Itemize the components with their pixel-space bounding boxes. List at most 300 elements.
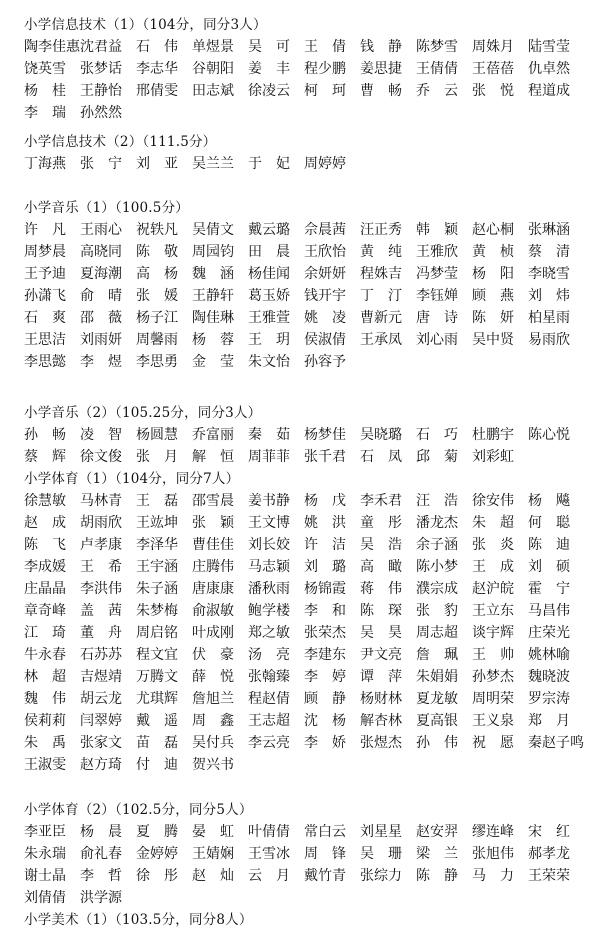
name-cell: 杨锦霞 xyxy=(304,581,346,597)
name-cell: 张 月 xyxy=(136,449,178,465)
name-cell: 吴 昊 xyxy=(360,625,402,641)
name-cell: 夏龙敏 xyxy=(416,691,458,707)
name-cell: 王义泉 xyxy=(472,713,514,729)
name-row xyxy=(24,754,584,776)
name-cell: 冯梦莹 xyxy=(416,266,458,282)
name-row xyxy=(24,710,584,732)
name-cell: 陈 妍 xyxy=(472,310,514,326)
name-cell: 宋 红 xyxy=(528,824,570,840)
name-cell: 曹 畅 xyxy=(360,83,402,99)
name-cell: 丁 汀 xyxy=(360,288,402,304)
name-cell: 吴中贤 xyxy=(472,332,514,348)
name-cell: 张综力 xyxy=(360,868,402,884)
name-cell: 刘雨妍 xyxy=(80,332,122,348)
name-cell: 徐文俊 xyxy=(80,449,122,465)
name-row xyxy=(24,821,584,843)
name-cell: 李思勇 xyxy=(136,354,178,370)
name-cell: 常白云 xyxy=(304,824,346,840)
name-cell: 张 宁 xyxy=(80,156,122,172)
name-cell: 胡云龙 xyxy=(80,691,122,707)
section xyxy=(24,909,584,931)
name-cell: 赵安羿 xyxy=(416,824,458,840)
name-row xyxy=(24,153,584,175)
name-cell: 王 成 xyxy=(472,559,514,575)
name-cell: 吴兰兰 xyxy=(192,156,234,172)
name-cell: 易雨欣 xyxy=(528,332,570,348)
name-cell: 陈梦雪 xyxy=(416,39,458,55)
name-cell: 许 洁 xyxy=(304,537,346,553)
name-cell: 王静轩 xyxy=(192,288,234,304)
name-cell: 赵方琦 xyxy=(80,757,122,773)
section xyxy=(24,131,584,175)
name-cell: 闫翠婷 xyxy=(80,713,122,729)
name-cell: 王文博 xyxy=(248,515,290,531)
name-cell: 李晓雪 xyxy=(528,266,570,282)
name-cell: 谭 萍 xyxy=(360,669,402,685)
name-cell: 周明荣 xyxy=(472,691,514,707)
name-cell: 姜思捷 xyxy=(360,61,402,77)
name-row xyxy=(24,58,584,80)
name-cell: 夏高银 xyxy=(416,713,458,729)
name-cell: 朱永瑞 xyxy=(24,846,66,862)
name-cell: 田 晨 xyxy=(248,244,290,260)
name-cell: 王雨心 xyxy=(80,222,122,238)
name-cell: 祝 愿 xyxy=(472,735,514,751)
name-cell: 李泽华 xyxy=(136,537,178,553)
name-cell: 朱 超 xyxy=(472,515,514,531)
name-cell: 乔富丽 xyxy=(192,427,234,443)
name-cell: 陆雪莹 xyxy=(528,39,570,55)
name-cell: 马昌伟 xyxy=(528,603,570,619)
name-cell: 詹旭兰 xyxy=(192,691,234,707)
name-cell: 李 瑞 xyxy=(24,105,66,121)
name-row xyxy=(24,241,584,263)
name-cell: 邱 菊 xyxy=(416,449,458,465)
name-cell: 汪正秀 xyxy=(360,222,402,238)
name-cell: 马志颖 xyxy=(248,559,290,575)
name-cell: 梁 兰 xyxy=(416,846,458,862)
name-cell: 潘龙杰 xyxy=(416,515,458,531)
name-cell: 苗 磊 xyxy=(136,735,178,751)
name-cell: 曹新元 xyxy=(360,310,402,326)
name-cell: 钱 静 xyxy=(360,39,402,55)
name-cell: 吴 浩 xyxy=(360,537,402,553)
name-cell: 王欣怡 xyxy=(304,244,346,260)
name-cell: 杨财林 xyxy=(360,691,402,707)
section-heading: 小学信息技术（1）（104分，同分3人） xyxy=(24,17,267,33)
name-cell: 陈 迪 xyxy=(528,537,570,553)
name-row xyxy=(24,865,584,887)
name-row xyxy=(24,102,584,124)
name-cell: 李云亮 xyxy=(248,735,290,751)
name-cell: 周志超 xyxy=(416,625,458,641)
name-cell: 余妍妍 xyxy=(304,266,346,282)
name-cell: 祝轶凡 xyxy=(136,222,178,238)
name-cell: 陈 静 xyxy=(416,868,458,884)
name-cell: 罗宗涛 xyxy=(528,691,570,707)
section-heading: 小学信息技术（2）（111.5分） xyxy=(24,134,217,150)
name-cell: 单煜景 xyxy=(192,39,234,55)
name-cell: 云 月 xyxy=(248,868,290,884)
name-cell: 李 哲 xyxy=(80,868,122,884)
name-cell: 李禾君 xyxy=(360,493,402,509)
name-cell: 吴晓璐 xyxy=(360,427,402,443)
name-cell: 柯 珂 xyxy=(304,83,346,99)
name-cell: 谷朝阳 xyxy=(192,61,234,77)
name-cell: 王宇涵 xyxy=(136,559,178,575)
name-cell: 金 莹 xyxy=(192,354,234,370)
name-cell: 尤琪辉 xyxy=(136,691,178,707)
name-row xyxy=(24,732,584,754)
name-cell: 吉煜靖 xyxy=(80,669,122,685)
section xyxy=(24,14,584,124)
name-cell: 朱子涵 xyxy=(136,581,178,597)
name-cell: 张 颖 xyxy=(192,515,234,531)
name-cell: 蒋 伟 xyxy=(360,581,402,597)
name-cell: 吴付兵 xyxy=(192,735,234,751)
name-cell: 谈宇辉 xyxy=(472,625,514,641)
name-row xyxy=(24,534,584,556)
name-cell: 张梦话 xyxy=(80,61,122,77)
name-cell: 姚 凌 xyxy=(304,310,346,326)
name-cell: 晏 虹 xyxy=(192,824,234,840)
name-cell: 杨梦佳 xyxy=(304,427,346,443)
name-cell: 许 凡 xyxy=(24,222,66,238)
name-cell: 李 煜 xyxy=(80,354,122,370)
section xyxy=(24,799,584,909)
name-cell: 刘 炜 xyxy=(528,288,570,304)
name-cell: 钱开宇 xyxy=(304,288,346,304)
name-cell: 陶佳琳 xyxy=(192,310,234,326)
name-cell: 张 悦 xyxy=(472,83,514,99)
name-cell: 赵 灿 xyxy=(192,868,234,884)
name-cell: 王倩倩 xyxy=(416,61,458,77)
name-cell: 石苏苏 xyxy=(80,647,122,663)
name-cell: 缪连峰 xyxy=(472,824,514,840)
name-cell: 侯淑倩 xyxy=(304,332,346,348)
name-cell: 王雅萱 xyxy=(248,310,290,326)
name-cell: 赵 成 xyxy=(24,515,66,531)
name-cell: 郝孝龙 xyxy=(528,846,570,862)
name-cell: 黄 桢 xyxy=(472,244,514,260)
name-cell: 庄荣光 xyxy=(528,625,570,641)
name-cell: 伏 豪 xyxy=(192,647,234,663)
name-cell: 邵 薇 xyxy=(80,310,122,326)
name-cell: 卢孝康 xyxy=(80,537,122,553)
name-cell: 邵雪晨 xyxy=(192,493,234,509)
name-cell: 俞礼春 xyxy=(80,846,122,862)
name-cell: 张荣杰 xyxy=(304,625,346,641)
name-cell: 孙然然 xyxy=(80,105,122,121)
name-cell: 叶倩倩 xyxy=(248,824,290,840)
name-cell: 叶成刚 xyxy=(192,625,234,641)
name-row xyxy=(24,219,584,241)
name-cell: 凌 智 xyxy=(80,427,122,443)
name-row xyxy=(24,688,584,710)
name-cell: 刘 璐 xyxy=(304,559,346,575)
name-cell: 汤 亮 xyxy=(248,647,290,663)
name-cell: 洪学源 xyxy=(80,890,122,906)
name-cell: 李 和 xyxy=(304,603,346,619)
name-cell: 夏 腾 xyxy=(136,824,178,840)
name-cell: 石 巧 xyxy=(416,427,458,443)
name-cell: 田志斌 xyxy=(192,83,234,99)
name-cell: 秦赵子鸣 xyxy=(528,735,584,751)
name-cell: 赵心桐 xyxy=(472,222,514,238)
name-cell: 吴 可 xyxy=(248,39,290,55)
name-cell: 葛玉娇 xyxy=(248,288,290,304)
name-cell: 解 恒 xyxy=(192,449,234,465)
name-cell: 郑 月 xyxy=(528,713,570,729)
name-cell: 杨 戊 xyxy=(304,493,346,509)
name-cell: 顾 静 xyxy=(304,691,346,707)
name-cell: 张 媛 xyxy=(136,288,178,304)
section-heading: 小学体育（1）（104分，同分7人） xyxy=(24,471,240,487)
section-heading: 小学体育（2）（102.5分，同分5人） xyxy=(24,802,253,818)
name-cell: 陈 琛 xyxy=(360,603,402,619)
name-cell: 詹 珮 xyxy=(416,647,458,663)
name-cell: 王志超 xyxy=(248,713,290,729)
name-cell: 杨 晨 xyxy=(80,824,122,840)
name-cell: 李 婷 xyxy=(304,669,346,685)
name-cell: 陈小梦 xyxy=(416,559,458,575)
name-cell: 何 聪 xyxy=(528,515,570,531)
name-cell: 杜鹏宇 xyxy=(472,427,514,443)
name-cell: 孙潇飞 xyxy=(24,288,66,304)
name-cell: 仇卓然 xyxy=(528,61,570,77)
name-cell: 李钰婵 xyxy=(416,288,458,304)
name-cell: 程赵倩 xyxy=(248,691,290,707)
name-cell: 姜 丰 xyxy=(248,61,290,77)
name-cell: 杨圆慧 xyxy=(136,427,178,443)
section-heading: 小学音乐（1）（100.5分） xyxy=(24,200,189,216)
name-cell: 刘倩倩 xyxy=(24,890,66,906)
name-cell: 王 倩 xyxy=(304,39,346,55)
name-cell: 程姝吉 xyxy=(360,266,402,282)
name-cell: 李建东 xyxy=(304,647,346,663)
name-cell: 秦 茹 xyxy=(248,427,290,443)
name-cell: 王 希 xyxy=(80,559,122,575)
name-cell: 李成媛 xyxy=(24,559,66,575)
name-cell: 濮宗成 xyxy=(416,581,458,597)
name-row xyxy=(24,600,584,622)
name-cell: 孙 畅 xyxy=(24,427,66,443)
name-cell: 佘晨茜 xyxy=(304,222,346,238)
name-cell: 高 杨 xyxy=(136,266,178,282)
name-cell: 姚 洪 xyxy=(304,515,346,531)
name-cell: 李亚臣 xyxy=(24,824,66,840)
name-row xyxy=(24,578,584,600)
section-heading: 小学音乐（2）（105.25分，同分3人） xyxy=(24,405,262,421)
name-row xyxy=(24,622,584,644)
name-cell: 童 彤 xyxy=(360,515,402,531)
name-cell: 徐慧敏 xyxy=(24,493,66,509)
name-cell: 李 娇 xyxy=(304,735,346,751)
name-row xyxy=(24,490,584,512)
name-cell: 牛永春 xyxy=(24,647,66,663)
name-cell: 周梦晨 xyxy=(24,244,66,260)
name-cell: 李志华 xyxy=(136,61,178,77)
name-cell: 魏 伟 xyxy=(24,691,66,707)
section xyxy=(24,197,584,373)
name-cell: 盖 茜 xyxy=(80,603,122,619)
name-cell: 王竑坤 xyxy=(136,515,178,531)
name-cell: 王蓓蓓 xyxy=(472,61,514,77)
name-row xyxy=(24,666,584,688)
name-cell: 鲍学楼 xyxy=(248,603,290,619)
name-row xyxy=(24,887,584,909)
name-cell: 夏海潮 xyxy=(80,266,122,282)
name-cell: 王 帅 xyxy=(472,647,514,663)
name-row xyxy=(24,307,584,329)
name-cell: 刘星星 xyxy=(360,824,402,840)
name-cell: 侯莉莉 xyxy=(24,713,66,729)
name-cell: 李洪伟 xyxy=(80,581,122,597)
name-cell: 马 力 xyxy=(472,868,514,884)
name-cell: 董 舟 xyxy=(80,625,122,641)
name-row xyxy=(24,329,584,351)
name-row xyxy=(24,263,584,285)
name-cell: 薛 悦 xyxy=(192,669,234,685)
section xyxy=(24,402,584,468)
name-cell: 张 豹 xyxy=(416,603,458,619)
name-row xyxy=(24,285,584,307)
name-cell: 高 瞰 xyxy=(360,559,402,575)
name-cell: 黄 纯 xyxy=(360,244,402,260)
name-cell: 郑之敏 xyxy=(248,625,290,641)
name-cell: 戴竹青 xyxy=(304,868,346,884)
name-cell: 王承凤 xyxy=(360,332,402,348)
name-cell: 王思洁 xyxy=(24,332,66,348)
name-cell: 杨佳闻 xyxy=(248,266,290,282)
name-row xyxy=(24,351,584,373)
name-cell: 王淑雯 xyxy=(24,757,66,773)
name-cell: 陈心悦 xyxy=(528,427,570,443)
name-cell: 王 磊 xyxy=(136,493,178,509)
name-cell: 柏星雨 xyxy=(528,310,570,326)
name-cell: 王雅欣 xyxy=(416,244,458,260)
name-cell: 乔 云 xyxy=(416,83,458,99)
name-cell: 刘彩虹 xyxy=(472,449,514,465)
name-cell: 余子涵 xyxy=(416,537,458,553)
name-cell: 霍 宁 xyxy=(528,581,570,597)
name-cell: 张翰臻 xyxy=(248,669,290,685)
name-cell: 庄腾伟 xyxy=(192,559,234,575)
name-cell: 赵沪皖 xyxy=(472,581,514,597)
name-cell: 周馨雨 xyxy=(136,332,178,348)
name-cell: 周菲菲 xyxy=(248,449,290,465)
name-cell: 沈 杨 xyxy=(304,713,346,729)
name-cell: 徐 彤 xyxy=(136,868,178,884)
name-cell: 潘秋雨 xyxy=(248,581,290,597)
name-row xyxy=(24,424,584,446)
name-cell: 朱梦梅 xyxy=(136,603,178,619)
name-cell: 曹佳佳 xyxy=(192,537,234,553)
name-cell: 戴云璐 xyxy=(248,222,290,238)
name-cell: 俞 晴 xyxy=(80,288,122,304)
name-cell: 马林青 xyxy=(80,493,122,509)
section xyxy=(24,468,584,776)
name-cell: 吴 珊 xyxy=(360,846,402,862)
name-cell: 姜书静 xyxy=(248,493,290,509)
name-cell: 杨 飚 xyxy=(528,493,570,509)
section-heading: 小学美术（1）（103.5分，同分8人） xyxy=(24,912,253,928)
name-cell: 孙梦杰 xyxy=(472,669,514,685)
name-cell: 杨 桂 xyxy=(24,83,66,99)
name-cell: 邢倩雯 xyxy=(136,83,178,99)
name-cell: 俞淑敏 xyxy=(192,603,234,619)
name-cell: 唐康康 xyxy=(192,581,234,597)
name-cell: 饶英雪 xyxy=(24,61,66,77)
name-cell: 张千君 xyxy=(304,449,346,465)
name-cell: 程文宜 xyxy=(136,647,178,663)
name-cell: 刘 亚 xyxy=(136,156,178,172)
name-cell: 戴 遥 xyxy=(136,713,178,729)
name-cell: 杨子江 xyxy=(136,310,178,326)
name-cell: 贺兴书 xyxy=(192,757,234,773)
name-cell: 周园钧 xyxy=(192,244,234,260)
name-cell: 张煜杰 xyxy=(360,735,402,751)
name-cell: 林 超 xyxy=(24,669,66,685)
name-cell: 付 迪 xyxy=(136,757,178,773)
name-cell: 高晓同 xyxy=(80,244,122,260)
name-cell: 姚林喻 xyxy=(528,647,570,663)
name-cell: 朱娟娟 xyxy=(416,669,458,685)
name-cell: 王静怡 xyxy=(80,83,122,99)
name-cell: 于 妃 xyxy=(248,156,290,172)
name-cell: 朱 禹 xyxy=(24,735,66,751)
name-cell: 魏晓波 xyxy=(528,669,570,685)
name-cell: 金婷婷 xyxy=(136,846,178,862)
name-cell: 陶李佳惠 xyxy=(24,39,80,55)
name-cell: 韩 颖 xyxy=(416,222,458,238)
name-cell: 解杏林 xyxy=(360,713,402,729)
name-cell: 周姝月 xyxy=(472,39,514,55)
name-row xyxy=(24,556,584,578)
name-cell: 张琳涵 xyxy=(528,222,570,238)
name-cell: 蔡 清 xyxy=(528,244,570,260)
name-cell: 王婧娴 xyxy=(192,846,234,862)
name-cell: 徐凌云 xyxy=(248,83,290,99)
name-cell: 庄晶晶 xyxy=(24,581,66,597)
name-cell: 石 伟 xyxy=(136,39,178,55)
name-cell: 唐 诗 xyxy=(416,310,458,326)
name-cell: 张家文 xyxy=(80,735,122,751)
name-cell: 沈君益 xyxy=(80,39,122,55)
name-cell: 刘长姣 xyxy=(248,537,290,553)
name-cell: 江 琦 xyxy=(24,625,66,641)
name-row xyxy=(24,80,584,102)
name-cell: 万腾文 xyxy=(136,669,178,685)
name-cell: 章奇峰 xyxy=(24,603,66,619)
name-cell: 孙容予 xyxy=(304,354,346,370)
name-cell: 杨 蓉 xyxy=(192,332,234,348)
name-cell: 王荣荣 xyxy=(528,868,570,884)
name-cell: 程少鹏 xyxy=(304,61,346,77)
name-row xyxy=(24,843,584,865)
name-cell: 陈 飞 xyxy=(24,537,66,553)
name-cell: 程道成 xyxy=(528,83,570,99)
name-cell: 徐安伟 xyxy=(472,493,514,509)
name-cell: 张旭伟 xyxy=(472,846,514,862)
name-row xyxy=(24,644,584,666)
name-cell: 朱文怡 xyxy=(248,354,290,370)
name-cell: 陈 敬 xyxy=(136,244,178,260)
name-cell: 周启铭 xyxy=(136,625,178,641)
name-row xyxy=(24,36,584,58)
name-cell: 刘心雨 xyxy=(416,332,458,348)
name-cell: 周 锋 xyxy=(304,846,346,862)
